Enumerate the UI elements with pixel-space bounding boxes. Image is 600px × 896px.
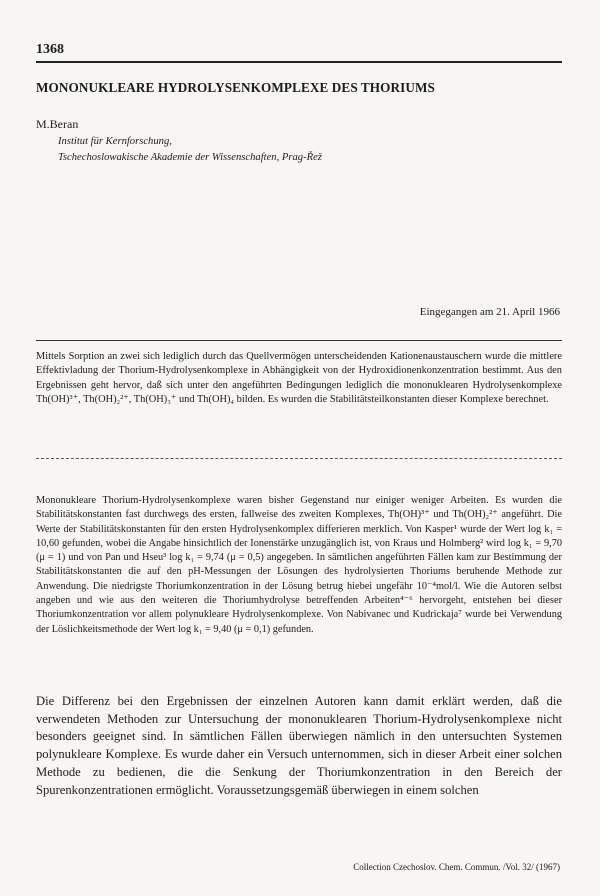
received-date: Eingegangen am 21. April 1966 [419,306,560,318]
affiliation-line-2: Tschechoslowakische Akademie der Wissenschaften, Prag-Řež [58,152,322,163]
body-paragraph: Die Differenz bei den Ergebnissen der einzelnen Autoren kann damit erklärt werden, daß die verwendeten Methoden zur Untersuchung der mononuklearen Thorium-Hydrolysenkomplexe nicht besonders geeignet sind. In sämtlichen Fällen überwiegen nämlich in den untersuchten Systemen polynukleare Komplexe. Es wurde daher ein Versuch unternommen, sich in dieser Arbeit einer solchen Methode zu bedienen, die die Senkung der Thoriumkonzentration in den Bereich der Spurenkonzentrationen ermöglicht. Voraussetzungsgemäß überwiegen in einem solchen [36,694,562,797]
abstract: Mittels Sorption an zwei sich lediglich durch das Quellvermögen unterscheidenden Kationenaustauschern wurde die mittlere Effektivladung der Thorium-Hydrolysenkomplexe in Abhängigkeit von der Hydroxidionenkonzentration bestimmt. Aus den Ergebnissen geht hervor, daß sich unter den angeführten Bedingungen lediglich die mononuklearen Hydrolysenkomplexe Th(OH)³⁺, Th(OH)₂²⁺, Th(OH)₃⁺ und Th(OH)₄ bilden. Es wurden die Stabilitätsteilkonstanten dieser Komplexe berechnet. [36,351,562,405]
affiliation-line-1: Institut für Kernforschung, [58,136,172,147]
journal-citation: Collection Czechoslov. Chem. Commun. /Vol. 32/ (1967) [353,862,560,872]
intro-paragraph: Mononukleare Thorium-Hydrolysenkomplexe waren bisher Gegenstand nur einiger weniger Arbeiten. Es wurden die Stabilitätskonstanten fast durchwegs des ersten, fallweise des zweiten Komplexes, Th(OH)³⁺ und Th(OH)₂²⁺ angeführt. Die Werte der Stabilitätskonstanten für den ersten Hydrolysenkomplex differieren merklich. Von Kasper¹ wurde der Wert log k₁ = 10,60 gefunden, wobei die Angabe hinsichtlich der Ionenstärke unzugänglich ist, von Kraus und Holmberg² wird log k₁ = 9,70 (μ = 1) und von Pan und Hseu³ log k₁ = 9,74 (μ = 0,5) angegeben. In sämtlichen angeführten Fällen kam zur Bestimmung der Stabilitätskonstanten die auf den pH-Messungen der Lösungen des hydrolysierten Thoriums beruhende Methode zur Anwendung. Die niedrigste Thoriumkonzentration in der Lösung betrug hiebei ungefähr 10⁻⁴mol/l. Wie die Autoren selbst angeben und wie aus den weiteren die Thoriumhydrolyse betreffenden Arbeiten⁴⁻⁶ hervorgeht, entstehen bei dieser Thoriumkonzentration vor allem polynukleare Hydrolysenkomplexe. Von Nabivanec und Kudrickaja⁷ wurde bei Verwendung der Löslichkeitsmethode der Wert log k₁ = 9,40 (μ = 0,1) gefunden. [36,495,562,635]
header-rule [36,61,562,63]
abstract-top-rule [36,340,562,341]
page-number: 1368 [36,42,64,57]
article-title: MONONUKLEARE HYDROLYSENKOMPLEXE DES THORIUMS [36,80,435,95]
author-name: M.Beran [36,117,79,131]
abstract-bottom-rule [36,458,562,459]
